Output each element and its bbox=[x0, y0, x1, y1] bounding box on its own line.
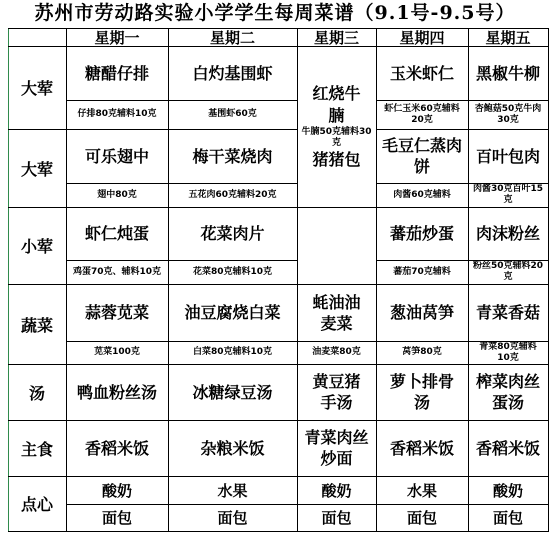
snack-mon-2: 面包 bbox=[101, 509, 132, 527]
dish-thu-dahun2: 毛豆仁蒸肉饼 bbox=[381, 136, 462, 176]
dish-tue-staple: 杂粮米饭 bbox=[200, 438, 265, 458]
dish-fri-xiaohun: 肉沫粉丝 bbox=[475, 224, 540, 243]
dish-mon-vegetable: 蒜蓉苋菜 bbox=[84, 303, 149, 322]
note-mon-vegetable: 苋菜100克 bbox=[94, 347, 140, 357]
grid-line bbox=[8, 531, 549, 532]
dish-fri-vegetable: 青菜香菇 bbox=[475, 303, 540, 322]
note-fri-vegetable: 青菜80克辅料10克 bbox=[479, 341, 537, 363]
menu-title: 苏州市劳动路实验小学学生每周菜谱（9.1号-9.5号） bbox=[34, 2, 516, 24]
dish-fri-dahun1: 黑椒牛柳 bbox=[475, 63, 540, 83]
note-thu-dahun1: 虾仁玉米60克辅料20克 bbox=[384, 103, 460, 125]
day-header-fri: 星期五 bbox=[485, 28, 531, 46]
empty-wed-xiaohun bbox=[297, 207, 376, 284]
dish-thu-dahun1: 玉米虾仁 bbox=[389, 63, 454, 83]
category-vegetable: 蔬菜 bbox=[20, 315, 53, 335]
note-mon-xiaohun: 鸡蛋70克、辅料10克 bbox=[72, 266, 162, 277]
note-mon-dahun2: 翅中80克 bbox=[97, 189, 137, 200]
note-mon-dahun1: 仔排80克辅料10克 bbox=[77, 109, 157, 119]
dish-tue-xiaohun: 花菜肉片 bbox=[200, 224, 265, 243]
day-header-wed: 星期三 bbox=[313, 28, 359, 46]
dish-mon-soup: 鸭血粉丝汤 bbox=[76, 382, 157, 402]
dish-wed-vegetable: 蚝油油麦菜 bbox=[312, 292, 361, 333]
dish-tue-vegetable: 油豆腐烧白菜 bbox=[184, 303, 281, 322]
note-fri-xiaohun: 粉丝50克辅料20克 bbox=[472, 261, 544, 282]
note-tue-dahun2: 五花肉60克辅料20克 bbox=[188, 189, 277, 200]
snack-tue-2: 面包 bbox=[217, 509, 248, 527]
note-tue-vegetable: 白菜80克辅料10克 bbox=[192, 347, 273, 357]
note-wed-vegetable: 油麦菜80克 bbox=[312, 347, 361, 357]
dish-wed-soup: 黄豆猪手汤 bbox=[312, 372, 361, 412]
dish-thu-vegetable: 葱油莴笋 bbox=[389, 303, 454, 322]
dish-tue-dahun1: 白灼基围虾 bbox=[192, 63, 273, 83]
note-fri-dahun1: 杏鲍菇50克牛肉30克 bbox=[474, 103, 542, 125]
snack-fri-1: 酸奶 bbox=[492, 481, 523, 500]
dish-mon-dahun1: 糖醋仔排 bbox=[84, 63, 149, 83]
dish-fri-dahun2: 百叶包肉 bbox=[475, 146, 540, 166]
dish-wed-staple: 青菜肉丝炒面 bbox=[304, 428, 369, 468]
dish-wed-main: 红烧牛腩 bbox=[312, 83, 361, 125]
day-header-mon: 星期一 bbox=[94, 28, 140, 46]
note-tue-dahun1: 基围虾60克 bbox=[208, 109, 257, 119]
dish-mon-staple: 香稻米饭 bbox=[84, 438, 149, 458]
dish-thu-xiaohun: 蕃茄炒蛋 bbox=[389, 224, 454, 243]
category-dahun-2: 大荤 bbox=[20, 159, 53, 179]
category-xiaohun: 小荤 bbox=[20, 237, 53, 256]
dish-tue-dahun2: 梅干菜烧肉 bbox=[192, 146, 273, 166]
dish-wed-bun: 猪猪包 bbox=[312, 149, 361, 169]
note-thu-xiaohun: 蕃茄70克辅料 bbox=[393, 266, 451, 277]
category-dahun-1: 大荤 bbox=[20, 79, 53, 98]
dish-fri-staple: 香稻米饭 bbox=[476, 438, 541, 458]
snack-wed-2: 面包 bbox=[321, 509, 352, 527]
dish-fri-soup: 榨菜肉丝蛋汤 bbox=[475, 372, 540, 412]
note-thu-vegetable: 莴笋80克 bbox=[402, 347, 442, 357]
dish-mon-dahun2: 可乐翅中 bbox=[84, 146, 149, 166]
day-header-thu: 星期四 bbox=[399, 28, 445, 46]
snack-thu-1: 水果 bbox=[406, 481, 437, 500]
grid-line bbox=[548, 28, 549, 532]
snack-wed-1: 酸奶 bbox=[321, 481, 352, 500]
dish-mon-xiaohun: 虾仁炖蛋 bbox=[84, 224, 149, 243]
snack-fri-2: 面包 bbox=[492, 509, 523, 527]
snack-thu-2: 面包 bbox=[406, 509, 437, 527]
wed-main-dish-cell bbox=[297, 46, 376, 207]
snack-tue-1: 水果 bbox=[217, 481, 248, 500]
note-tue-xiaohun: 花菜80克辅料10克 bbox=[192, 266, 273, 277]
dish-thu-soup: 萝卜排骨汤 bbox=[389, 372, 454, 412]
category-snack: 点心 bbox=[20, 495, 53, 514]
note-fri-dahun2: 肉酱30克百叶15克 bbox=[472, 184, 544, 205]
note-wed-main: 牛腩50克辅料30克 bbox=[301, 126, 372, 148]
snack-mon-1: 酸奶 bbox=[101, 481, 132, 500]
note-thu-dahun2: 肉酱60克辅料 bbox=[393, 189, 451, 200]
day-header-tue: 星期二 bbox=[209, 28, 255, 46]
dish-thu-staple: 香稻米饭 bbox=[389, 438, 454, 458]
dish-tue-soup: 冰糖绿豆汤 bbox=[192, 382, 273, 402]
category-staple: 主食 bbox=[20, 439, 53, 459]
category-soup: 汤 bbox=[28, 383, 45, 403]
